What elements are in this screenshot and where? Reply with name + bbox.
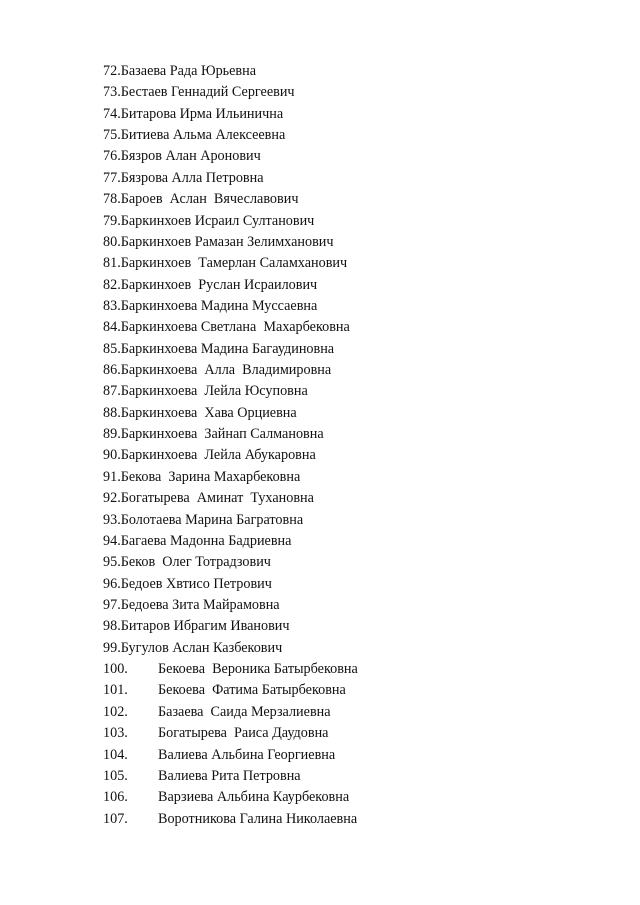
item-number: 84. bbox=[103, 319, 121, 336]
list-item bbox=[103, 467, 358, 488]
item-name: Богатырева Раиса Даудовна bbox=[158, 725, 329, 742]
item-name: Баркинхоев Тамерлан Саламханович bbox=[120, 255, 348, 272]
item-name: Баркинхоева Мадина Багаудиновна bbox=[120, 340, 335, 357]
item-name: Битаров Ибрагим Иванович bbox=[120, 618, 290, 635]
list-item bbox=[103, 339, 358, 360]
item-name: Бедоев Хвтисо Петрович bbox=[120, 575, 272, 592]
list-item bbox=[103, 253, 358, 274]
item-number: 99. bbox=[103, 639, 121, 656]
item-name: Бестаев Геннадий Сергеевич bbox=[120, 84, 295, 101]
item-number: 98. bbox=[103, 618, 121, 635]
item-number: 86. bbox=[103, 362, 121, 379]
item-name: Баркинхоева Хава Орциевна bbox=[120, 404, 297, 421]
item-number: 80. bbox=[103, 233, 121, 250]
item-number: 83. bbox=[103, 297, 121, 314]
item-name: Бугулов Аслан Казбекович bbox=[120, 639, 283, 656]
item-name: Бекоева Фатима Батырбековна bbox=[158, 682, 346, 699]
list-item bbox=[103, 787, 358, 808]
item-name: Баркинхоев Руслан Исраилович bbox=[120, 276, 318, 293]
list-item bbox=[103, 680, 358, 701]
list-item bbox=[103, 766, 358, 787]
name-list bbox=[103, 61, 358, 830]
item-name: Бязров Алан Аронович bbox=[120, 148, 261, 165]
item-name: Воротникова Галина Николаевна bbox=[158, 810, 358, 827]
item-number: 75. bbox=[103, 127, 121, 144]
item-name: Базаева Саида Мерзалиевна bbox=[158, 703, 331, 720]
list-item bbox=[103, 189, 358, 210]
list-item bbox=[103, 403, 358, 424]
item-number: 92. bbox=[103, 490, 121, 507]
list-item bbox=[103, 488, 358, 509]
item-name: Баркинхоева Мадина Муссаевна bbox=[120, 297, 318, 314]
item-name: Варзиева Альбина Каурбековна bbox=[158, 789, 350, 806]
item-name: Беков Олег Тотрадзович bbox=[120, 554, 271, 571]
item-number: 96. bbox=[103, 575, 121, 592]
item-name: Баркинхоева Алла Владимировна bbox=[120, 362, 332, 379]
item-number: 106. bbox=[103, 789, 128, 806]
item-name: Баркинхоева Светлана Махарбековна bbox=[120, 319, 350, 336]
item-name: Битарова Ирма Ильинична bbox=[120, 105, 284, 122]
list-item bbox=[103, 296, 358, 317]
item-name: Валиева Альбина Георгиевна bbox=[158, 746, 336, 763]
item-name: Баркинхоев Рамазан Зелимханович bbox=[120, 233, 334, 250]
list-item bbox=[103, 510, 358, 531]
list-item bbox=[103, 595, 358, 616]
list-item bbox=[103, 211, 358, 232]
item-number: 100. bbox=[103, 661, 128, 678]
item-number: 85. bbox=[103, 340, 121, 357]
item-number: 90. bbox=[103, 447, 121, 464]
list-item bbox=[103, 552, 358, 573]
item-number: 72. bbox=[103, 63, 121, 79]
item-name: Бедоева Зита Майрамовна bbox=[120, 596, 280, 613]
item-number: 93. bbox=[103, 511, 121, 528]
item-number: 82. bbox=[103, 276, 121, 293]
item-number: 91. bbox=[103, 468, 121, 485]
list-item bbox=[103, 723, 358, 744]
item-name: Бекоева Вероника Батырбековна bbox=[158, 661, 358, 678]
item-number: 88. bbox=[103, 404, 121, 421]
item-number: 97. bbox=[103, 596, 121, 613]
item-name: Баркинхоева Зайнап Салмановна bbox=[120, 426, 324, 443]
item-name: Бекова Зарина Махарбековна bbox=[120, 468, 301, 485]
item-name: Баркинхоев Исраил Султанович bbox=[120, 212, 315, 229]
item-number: 102. bbox=[103, 703, 128, 720]
list-item bbox=[103, 659, 358, 680]
item-number: 105. bbox=[103, 767, 128, 784]
list-item bbox=[103, 702, 358, 723]
list-item bbox=[103, 531, 358, 552]
item-number: 79. bbox=[103, 212, 121, 229]
item-number: 73. bbox=[103, 84, 121, 101]
list-item bbox=[103, 82, 358, 103]
list-item bbox=[103, 125, 358, 146]
item-name: Базаева Рада Юрьевна bbox=[120, 63, 257, 79]
item-name: Битиева Альма Алексеевна bbox=[120, 127, 286, 144]
list-item bbox=[103, 360, 358, 381]
item-number: 95. bbox=[103, 554, 121, 571]
list-item bbox=[103, 168, 358, 189]
list-item bbox=[103, 61, 358, 82]
list-item bbox=[103, 232, 358, 253]
item-number: 101. bbox=[103, 682, 128, 699]
item-number: 78. bbox=[103, 191, 121, 208]
list-item bbox=[103, 275, 358, 296]
list-item bbox=[103, 424, 358, 445]
item-name: Бароев Аслан Вячеславович bbox=[120, 191, 299, 208]
item-name: Болотаева Марина Багратовна bbox=[120, 511, 304, 528]
item-number: 107. bbox=[103, 810, 128, 827]
list-item bbox=[103, 574, 358, 595]
list-item bbox=[103, 809, 358, 830]
item-number: 103. bbox=[103, 725, 128, 742]
list-item bbox=[103, 104, 358, 125]
list-item bbox=[103, 638, 358, 659]
list-item bbox=[103, 745, 358, 766]
item-number: 74. bbox=[103, 105, 121, 122]
list-item bbox=[103, 146, 358, 167]
item-name: Валиева Рита Петровна bbox=[158, 767, 301, 784]
item-number: 89. bbox=[103, 426, 121, 443]
item-number: 81. bbox=[103, 255, 121, 272]
list-item bbox=[103, 445, 358, 466]
item-name: Баркинхоева Лейла Юсуповна bbox=[120, 383, 308, 400]
item-number: 104. bbox=[103, 746, 128, 763]
item-number: 77. bbox=[103, 169, 121, 186]
item-name: Богатырева Аминат Тухановна bbox=[120, 490, 314, 507]
list-item bbox=[103, 381, 358, 402]
item-name: Багаева Мадонна Бадриевна bbox=[120, 532, 292, 549]
item-number: 76. bbox=[103, 148, 121, 165]
item-number: 87. bbox=[103, 383, 121, 400]
list-item bbox=[103, 616, 358, 637]
item-name: Бязрова Алла Петровна bbox=[120, 169, 264, 186]
item-number: 94. bbox=[103, 532, 121, 549]
list-item bbox=[103, 317, 358, 338]
item-name: Баркинхоева Лейла Абукаровна bbox=[120, 447, 316, 464]
